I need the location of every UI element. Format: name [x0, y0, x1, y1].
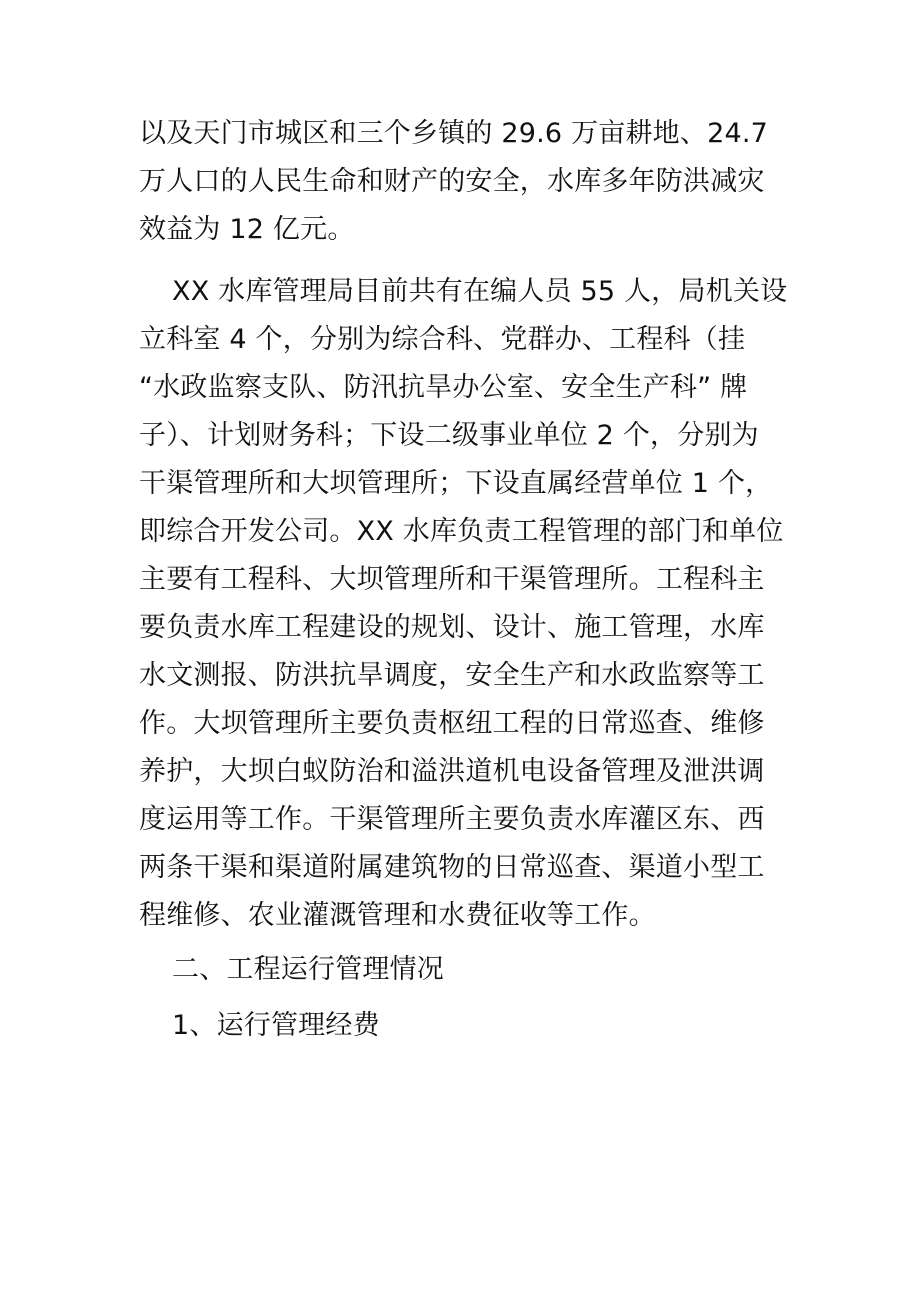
paragraph-2-line-14: 程维修、农业灌溉管理和水费征收等工作。	[139, 900, 656, 931]
subsection-heading: 1、运行管理经费	[172, 1010, 380, 1041]
paragraph-2-line-4: 子）、计划财务科；下设二级事业单位 2 个，分别为	[139, 420, 759, 451]
paragraph-2-line-11: 养护，大坝白蚁防治和溢洪道机电设备管理及泄洪调	[139, 756, 765, 787]
paragraph-1-line-3: 效益为 12 亿元。	[139, 214, 355, 245]
paragraph-2-line-8: 要负责水库工程建设的规划、设计、施工管理，水库	[139, 612, 765, 643]
paragraph-1-line-2: 万人口的人民生命和财产的安全，水库多年防洪减灾	[139, 166, 765, 197]
paragraph-2-line-2: 立科室 4 个，分别为综合科、党群办、工程科（挂	[139, 324, 746, 355]
section-heading: 二、工程运行管理情况	[172, 954, 444, 985]
paragraph-2-line-3: “水政监察支队、防汛抗旱办公室、安全生产科” 牌	[139, 372, 748, 403]
paragraph-2-line-12: 度运用等工作。干渠管理所主要负责水库灌区东、西	[139, 804, 765, 835]
paragraph-2-line-10: 作。大坝管理所主要负责枢纽工程的日常巡查、维修	[139, 708, 765, 739]
paragraph-2-line-1: XX 水库管理局目前共有在编人员 55 人，局机关设	[172, 276, 788, 307]
paragraph-2-line-5: 干渠管理所和大坝管理所；下设直属经营单位 1 个，	[139, 468, 773, 499]
paragraph-2-line-9: 水文测报、防洪抗旱调度，安全生产和水政监察等工	[139, 660, 765, 691]
paragraph-1-line-1: 以及天门市城区和三个乡镇的 29.6 万亩耕地、24.7	[139, 118, 768, 149]
paragraph-2-line-6: 即综合开发公司。XX 水库负责工程管理的部门和单位	[139, 516, 784, 547]
paragraph-2-line-13: 两条干渠和渠道附属建筑物的日常巡查、渠道小型工	[139, 852, 765, 883]
paragraph-2-line-7: 主要有工程科、大坝管理所和干渠管理所。工程科主	[139, 564, 765, 595]
